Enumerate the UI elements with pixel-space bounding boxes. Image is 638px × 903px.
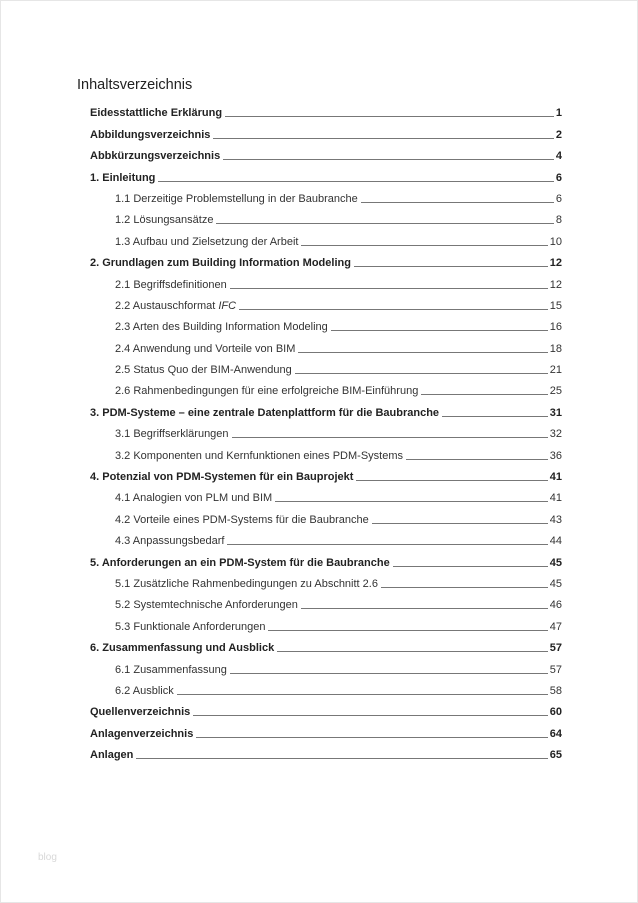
toc-entry-title: 1.3 Aufbau und Zielsetzung der Arbeit bbox=[115, 235, 299, 248]
toc-entry-title: 4.3 Anpassungsbedarf bbox=[115, 535, 225, 548]
toc-entry-title: 3.2 Komponenten und Kernfunktionen eines PDM-Systems bbox=[115, 449, 403, 462]
toc-entry-title: 2.5 Status Quo der BIM-Anwendung bbox=[115, 364, 292, 377]
toc-leader-line bbox=[158, 181, 553, 182]
toc-leader-line bbox=[196, 737, 547, 738]
toc-page-number: 8 bbox=[555, 214, 562, 227]
toc-leader-line bbox=[223, 159, 554, 160]
toc-entry-chapter[interactable] bbox=[90, 742, 562, 763]
toc-leader-line bbox=[381, 587, 548, 588]
toc-leader-line bbox=[177, 694, 548, 695]
toc-page-number: 12 bbox=[549, 257, 562, 270]
toc-page-number: 15 bbox=[549, 299, 562, 312]
toc-entry-section[interactable] bbox=[90, 378, 562, 399]
toc-page-number: 44 bbox=[549, 535, 562, 548]
toc-leader-line bbox=[193, 715, 547, 716]
toc-entry-chapter[interactable] bbox=[90, 143, 562, 164]
toc-page-number: 45 bbox=[549, 556, 562, 569]
toc-leader-line bbox=[361, 202, 554, 203]
toc-entry-title: 2.2 Austauschformat IFC bbox=[115, 299, 237, 312]
toc-leader-line bbox=[268, 630, 547, 631]
toc-leader-line bbox=[442, 416, 548, 417]
toc-entry-title: 6.1 Zusammenfassung bbox=[115, 663, 227, 676]
toc-leader-line bbox=[393, 566, 548, 567]
toc-entry-title: 4. Potenzial von PDM-Systemen für ein Bauprojekt bbox=[90, 471, 354, 484]
toc-entry-section[interactable] bbox=[90, 613, 562, 634]
toc-leader-line bbox=[136, 758, 547, 759]
toc-page-number: 4 bbox=[555, 150, 562, 163]
toc-entry-title: 4.1 Analogien von PLM und BIM bbox=[115, 492, 273, 505]
toc-page-number: 21 bbox=[549, 364, 562, 377]
toc-entry-title: 6.2 Ausblick bbox=[115, 684, 174, 697]
toc-entry-title: 1. Einleitung bbox=[90, 171, 156, 184]
toc-page-number: 6 bbox=[555, 192, 562, 205]
toc-entry-chapter[interactable] bbox=[90, 635, 562, 656]
toc-entry-title: 3. PDM-Systeme – eine zentrale Datenplattform für die Baubranche bbox=[90, 406, 440, 419]
toc-page-number: 45 bbox=[549, 577, 562, 590]
toc-entry-section[interactable] bbox=[90, 442, 562, 463]
toc-page-number: 41 bbox=[549, 471, 562, 484]
toc-entry-section[interactable] bbox=[90, 421, 562, 442]
toc-page-number: 36 bbox=[549, 449, 562, 462]
toc-leader-line bbox=[372, 523, 548, 524]
toc-page-number: 41 bbox=[549, 492, 562, 505]
toc-page-number: 57 bbox=[549, 642, 562, 655]
toc-entry-title: 4.2 Vorteile eines PDM-Systems für die Baubranche bbox=[115, 513, 369, 526]
toc-entry-section[interactable] bbox=[90, 207, 562, 228]
toc-leader-line bbox=[277, 651, 548, 652]
toc-leader-line bbox=[230, 673, 548, 674]
toc-entry-title: 5.1 Zusätzliche Rahmenbedingungen zu Abschnitt 2.6 bbox=[115, 577, 378, 590]
toc-page-number: 31 bbox=[549, 406, 562, 419]
toc-entry-title: 1.1 Derzeitige Problemstellung in der Baubranche bbox=[115, 192, 358, 205]
toc-entry-chapter[interactable] bbox=[90, 720, 562, 741]
toc-leader-line bbox=[213, 138, 553, 139]
toc-leader-line bbox=[295, 373, 548, 374]
toc-entry-title: 1.2 Lösungsansätze bbox=[115, 214, 214, 227]
toc-entry-title: 5.3 Funktionale Anforderungen bbox=[115, 620, 266, 633]
toc-leader-line bbox=[356, 480, 547, 481]
toc-entry-chapter[interactable] bbox=[90, 699, 562, 720]
toc-page-number: 6 bbox=[555, 171, 562, 184]
toc-entry-section[interactable] bbox=[90, 485, 562, 506]
toc-entry-chapter[interactable] bbox=[90, 164, 562, 185]
toc-leader-line bbox=[301, 608, 548, 609]
toc-page-number: 47 bbox=[549, 620, 562, 633]
toc-entry-title: 2.3 Arten des Building Information Modeling bbox=[115, 321, 328, 334]
toc-entry-title: 2. Grundlagen zum Building Information Modeling bbox=[90, 257, 351, 270]
toc-page-number: 12 bbox=[549, 278, 562, 291]
toc-entry-title: 5.2 Systemtechnische Anforderungen bbox=[115, 599, 298, 612]
toc-entry-section[interactable] bbox=[90, 335, 562, 356]
toc-leader-line bbox=[331, 330, 548, 331]
toc-entry-title: Anlagenverzeichnis bbox=[90, 727, 194, 740]
toc-page-number: 43 bbox=[549, 513, 562, 526]
toc-entry-title-italic: IFC bbox=[218, 299, 237, 312]
toc-entry-chapter[interactable] bbox=[90, 250, 562, 271]
toc-entry-section[interactable] bbox=[90, 228, 562, 249]
toc-entry-title: Abbildungsverzeichnis bbox=[90, 128, 211, 141]
toc-leader-line bbox=[225, 116, 554, 117]
toc-page-number: 58 bbox=[549, 684, 562, 697]
toc-entry-section[interactable] bbox=[90, 271, 562, 292]
toc-entry-title: 2.1 Begriffsdefinitionen bbox=[115, 278, 227, 291]
toc-entry-section[interactable] bbox=[90, 678, 562, 699]
toc-leader-line bbox=[227, 544, 547, 545]
toc-leader-line bbox=[298, 352, 547, 353]
toc-leader-line bbox=[239, 309, 548, 310]
toc-page-number: 1 bbox=[555, 107, 562, 120]
toc-leader-line bbox=[354, 266, 548, 267]
toc-entry-section[interactable] bbox=[90, 506, 562, 527]
toc-entry-section[interactable] bbox=[90, 656, 562, 677]
toc-leader-line bbox=[232, 437, 548, 438]
toc-entry-title: Quellenverzeichnis bbox=[90, 706, 191, 719]
toc-page-number: 25 bbox=[549, 385, 562, 398]
toc-page-number: 18 bbox=[549, 342, 562, 355]
toc-leader-line bbox=[421, 394, 547, 395]
toc-page-number: 57 bbox=[549, 663, 562, 676]
toc-entry-title: Abbkürzungsverzeichnis bbox=[90, 150, 221, 163]
toc-entry-title: 3.1 Begriffserklärungen bbox=[115, 428, 229, 441]
toc-page-number: 16 bbox=[549, 321, 562, 334]
toc-entry-chapter[interactable] bbox=[90, 399, 562, 420]
toc-leader-line bbox=[301, 245, 547, 246]
toc-entry-section[interactable] bbox=[90, 314, 562, 335]
toc-page-number: 65 bbox=[549, 749, 562, 762]
toc-entry-chapter[interactable] bbox=[90, 121, 562, 142]
toc-page-number: 10 bbox=[549, 235, 562, 248]
toc-entry-section[interactable] bbox=[90, 293, 562, 314]
toc-leader-line bbox=[230, 288, 548, 289]
toc-entry-title: 2.6 Rahmenbedingungen für eine erfolgreiche BIM-Einführung bbox=[115, 385, 419, 398]
toc-leader-line bbox=[216, 223, 553, 224]
toc-leader-line bbox=[406, 459, 548, 460]
toc-page-number: 64 bbox=[549, 727, 562, 740]
toc-page-number: 46 bbox=[549, 599, 562, 612]
toc-page-number: 32 bbox=[549, 428, 562, 441]
toc-entry-section[interactable] bbox=[90, 528, 562, 549]
toc-page-number: 60 bbox=[549, 706, 562, 719]
toc-heading: Inhaltsverzeichnis bbox=[77, 77, 193, 93]
watermark: blog bbox=[38, 852, 57, 863]
toc-entry-section[interactable] bbox=[90, 592, 562, 613]
toc-entry-title: 5. Anforderungen an ein PDM-System für die Baubranche bbox=[90, 556, 390, 569]
toc-list bbox=[90, 100, 562, 763]
toc-leader-line bbox=[275, 501, 548, 502]
toc-entry-section[interactable] bbox=[90, 186, 562, 207]
toc-entry-chapter[interactable] bbox=[90, 100, 562, 121]
toc-entry-title: Eidesstattliche Erklärung bbox=[90, 107, 223, 120]
toc-entry-chapter[interactable] bbox=[90, 549, 562, 570]
toc-entry-section[interactable] bbox=[90, 571, 562, 592]
toc-entry-title: 2.4 Anwendung und Vorteile von BIM bbox=[115, 342, 296, 355]
toc-entry-title: 6. Zusammenfassung und Ausblick bbox=[90, 642, 275, 655]
toc-entry-chapter[interactable] bbox=[90, 464, 562, 485]
toc-entry-title: Anlagen bbox=[90, 749, 134, 762]
toc-entry-section[interactable] bbox=[90, 357, 562, 378]
toc-page-number: 2 bbox=[555, 128, 562, 141]
